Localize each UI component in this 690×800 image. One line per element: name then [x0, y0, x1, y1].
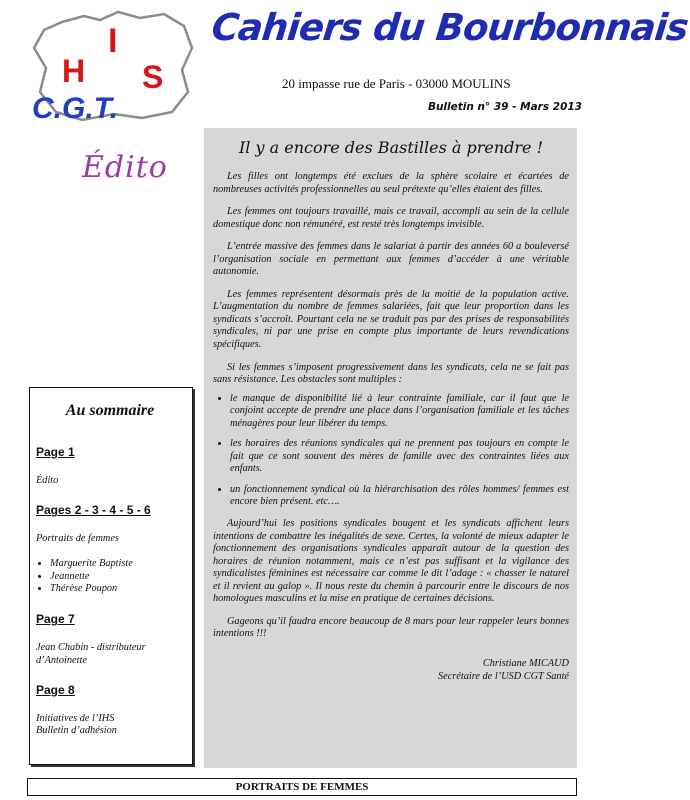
edito-heading: Édito [82, 150, 168, 185]
footer-section-label: PORTRAITS DE FEMMES [27, 778, 577, 796]
obstacles-list [213, 393, 569, 509]
toc-pages-2-6: Pages 2 - 3 - 4 - 5 - 6 [36, 503, 151, 518]
logo-letter-s: S [142, 59, 164, 95]
masthead-title: Cahiers du Bourbonnais [209, 6, 690, 49]
ihs-cgt-logo [22, 8, 198, 124]
signature [213, 657, 569, 684]
editorial-article [204, 128, 577, 768]
toc-portrait-list [36, 558, 184, 597]
toc-page-8-line: Initiatives de l’IHS [36, 712, 115, 724]
obstacle-item: • le manque de disponibilité lié à leur contrainte familiale, car il faut que le conjoint accepte de prendre une place dans l’organisation familiale et les tâches ménagères pour leur libérer du temps. [230, 393, 569, 431]
article-paragraph: L’entrée massive des femmes dans le salariat à partir des années 60 a bouleversé l’organisation sociale en permettant aux femmes d’accéder à une véritable autonomie. [213, 241, 569, 278]
article-title: Il y a encore des Bastilles à prendre ! [238, 138, 544, 157]
signature-role: Secrétaire de l’USD CGT Santé [438, 671, 569, 683]
toc-portrait-item: • Jeannette [50, 571, 184, 584]
logo-cgt: C.G.T. [32, 92, 119, 125]
toc-page-8-line: Bulletin d’adhésion [36, 725, 117, 737]
article-paragraph: Les filles ont longtemps été exclues de la sphère scolaire et écartées de nombreuses activités professionnelles au seul prétexte qu’elles étaient des filles. [213, 171, 569, 195]
toc-title: Au sommaire [65, 402, 155, 419]
logo-letter-h: H [62, 53, 86, 89]
toc-page-1-text: Édito [36, 475, 59, 486]
signature-name: Christiane MICAUD [482, 657, 569, 669]
logo-letter-i: I [108, 22, 118, 60]
table-of-contents [29, 387, 193, 765]
toc-portrait-item: • Marguerite Baptiste [50, 558, 184, 571]
bulletin-number: Bulletin n° 39 - Mars 2013 [427, 101, 582, 113]
article-paragraph: Si les femmes s’imposent progressivement dans les syndicats, cela ne se fait pas sans résistance. Les obstacles sont multiples : [213, 361, 569, 386]
toc-pages-2-6-text: Portraits de femmes [36, 533, 119, 545]
toc-page-7: Page 7 [36, 612, 75, 627]
toc-portrait-item: • Thérèse Poupon [50, 583, 184, 596]
toc-page-7-text: Jean Chabin - distributeur d’Antoinette [36, 642, 146, 666]
obstacle-item: • un fonctionnement syndical où la hiérarchisation des rôles hommes/ femmes est encore bien présent. etc…. [230, 484, 569, 509]
address: 20 impasse rue de Paris - 03000 MOULINS [282, 76, 511, 91]
article-paragraph: Gageons qu’il faudra encore beaucoup de 8 mars pour leur rappeler leurs bonnes intentions !!! [213, 615, 569, 640]
article-paragraph: Les femmes ont toujours travaillé, mais ce travail, accompli au sein de la cellule domestique donc non rémunéré, est resté très longtemps invisible. [213, 206, 569, 230]
article-paragraph: Aujourd’hui les positions syndicales bougent et les syndicats affichent leurs intentions de combattre les inégalités de sexe. Certes, la volonté de mieux adapter le fonctionnement des organisations syndicales apparaît autour de la question des horaires de réunion notamment, mais ce n’est pas suffisant et la vigilance des syndicalistes féminines est nécessaire car comme le dit l’adage : « chasser le naturel et il revient au galop ». Il nous reste du chemin à parcourir entre le discours de nos homologues masculins et la mise en pratique de certaines décisions. [213, 518, 569, 605]
toc-page-8: Page 8 [36, 682, 75, 697]
toc-page-8-text [36, 713, 184, 738]
toc-page-1: Page 1 [36, 445, 75, 459]
article-paragraph: Les femmes représentent désormais près de la moitié de la population active. L’augmentation du nombre de femmes salariées, fait que leur proportion dans les syndicats s’accroît. Pourtant cela ne se traduit pas par des prises de responsabilités syndicales, ni par une prise en compte plus importante de leurs revendications spécifiques. [213, 288, 569, 351]
obstacle-item: • les horaires des réunions syndicales qui ne prennent pas toujours en compte le fait que ce sont souvent des mères de famille avec des contraintes liées aux enfants. [230, 438, 569, 476]
